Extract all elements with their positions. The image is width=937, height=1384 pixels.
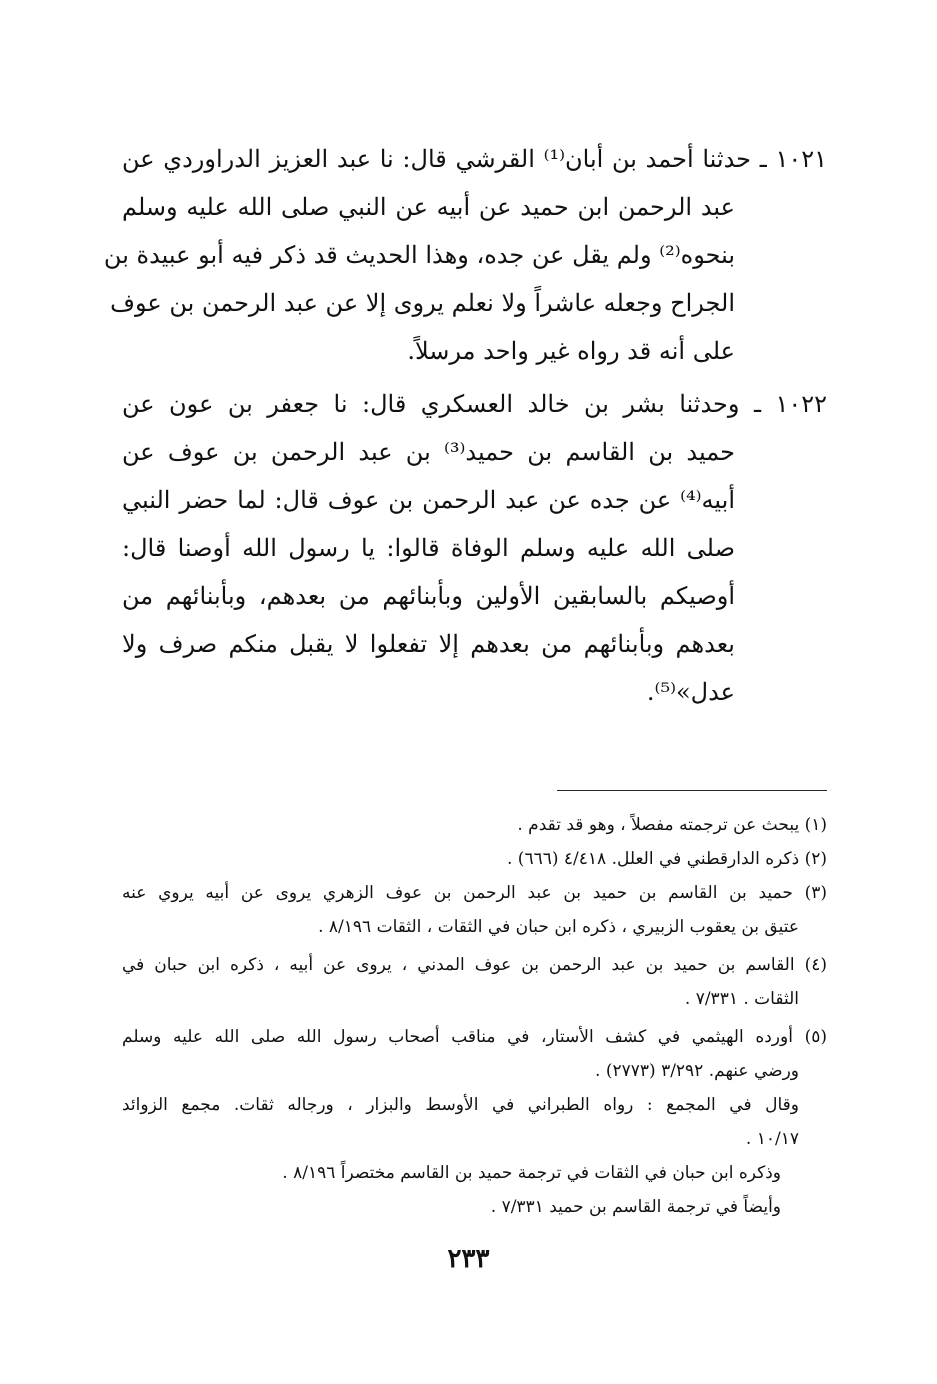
footnote-3-line-1: (٣) حميد بن القاسم بن حميد بن عبد الرحمن بن عوف الزهري يروى عن أبيه يروي عنه — [122, 883, 827, 903]
hadith-1022-line-5: أوصيكم بالسابقين الأولين وبأبنائهم من بعدهم، وبأبنائهم من — [122, 582, 735, 610]
footnotes — [122, 808, 827, 1224]
hadith-1021-line-3: بنحوه⁽²⁾ ولم يقل عن جده، وهذا الحديث قد ذكر فيه أبو عبيدة بن — [103, 241, 735, 269]
footnote-5-line-4: ١٠/١٧ . — [745, 1129, 799, 1149]
hadith-1021-line-1: ١٠٢١ ـ حدثنا أحمد بن أبان⁽¹⁾ القرشي قال: نا عبد العزيز الدراوردي عن — [122, 145, 827, 173]
footnote-5-line-3: وقال في المجمع : رواه الطبراني في الأوسط والبزار ، ورجاله ثقات. مجمع الزوائد — [122, 1095, 799, 1115]
hadith-1022-line-6: بعدهم وبأبنائهم من بعدهم إلا تفعلوا لا يقبل منكم صرف ولا — [122, 630, 735, 658]
hadith-1022-line-3: أبيه⁽⁴⁾ عن جده عن عبد الرحمن بن عوف قال: لما حضر النبي — [122, 486, 735, 514]
footnote-4-line-2: الثقات . ٧/٣٣١ . — [684, 989, 799, 1009]
hadith-1021 — [103, 135, 827, 375]
hadith-1021-line-4: الجراح وجعله عاشراً ولا نعلم يروى إلا عن عبد الرحمن بن عوف — [110, 289, 735, 317]
footnote-5-line-2: ورضي عنهم. ٣/٢٩٢ (٢٧٧٣) . — [595, 1061, 799, 1081]
footnote-separator — [557, 790, 827, 791]
footnote-5-line-5: وذكره ابن حبان في الثقات في ترجمة حميد بن القاسم مختصراً ٨/١٩٦ . — [282, 1163, 781, 1183]
hadith-1022-line-2: حميد بن القاسم بن حميد⁽³⁾ بن عبد الرحمن بن عوف عن — [122, 438, 735, 466]
hadith-1022-line-7: عدل»⁽⁵⁾. — [646, 678, 735, 706]
footnote-1: (١) يبحث عن ترجمته مفصلاً ، وهو قد تقدم . — [517, 815, 827, 835]
hadith-1022 — [122, 380, 827, 716]
hadith-1022-line-4: صلى الله عليه وسلم الوفاة قالوا: يا رسول الله أوصنا قال: — [122, 534, 735, 562]
page-number: ٢٣٣ — [447, 1244, 490, 1274]
footnote-4-line-1: (٤) القاسم بن حميد بن عبد الرحمن بن عوف المدني ، يروى عن أبيه ، ذكره ابن حبان في — [122, 955, 827, 975]
footnote-3-line-2: عتيق بن يعقوب الزبيري ، ذكره ابن حبان في الثقات ، الثقات ٨/١٩٦ . — [318, 917, 799, 937]
hadith-1021-line-5: على أنه قد رواه غير واحد مرسلاً. — [407, 337, 735, 365]
footnote-5-line-6: وأيضاً في ترجمة القاسم بن حميد ٧/٣٣١ . — [490, 1197, 781, 1217]
hadith-1021-line-2: عبد الرحمن ابن حميد عن أبيه عن النبي صلى الله عليه وسلم — [122, 193, 735, 221]
footnote-2: (٢) ذكره الدارقطني في العلل. ٤/٤١٨ (٦٦٦) . — [507, 849, 827, 869]
hadith-1022-line-1: ١٠٢٢ ـ وحدثنا بشر بن خالد العسكري قال: نا جعفر بن عون عن — [122, 390, 827, 418]
footnote-5-line-1: (٥) أورده الهيثمي في كشف الأستار، في مناقب أصحاب رسول الله صلى الله عليه وسلم — [122, 1027, 827, 1047]
